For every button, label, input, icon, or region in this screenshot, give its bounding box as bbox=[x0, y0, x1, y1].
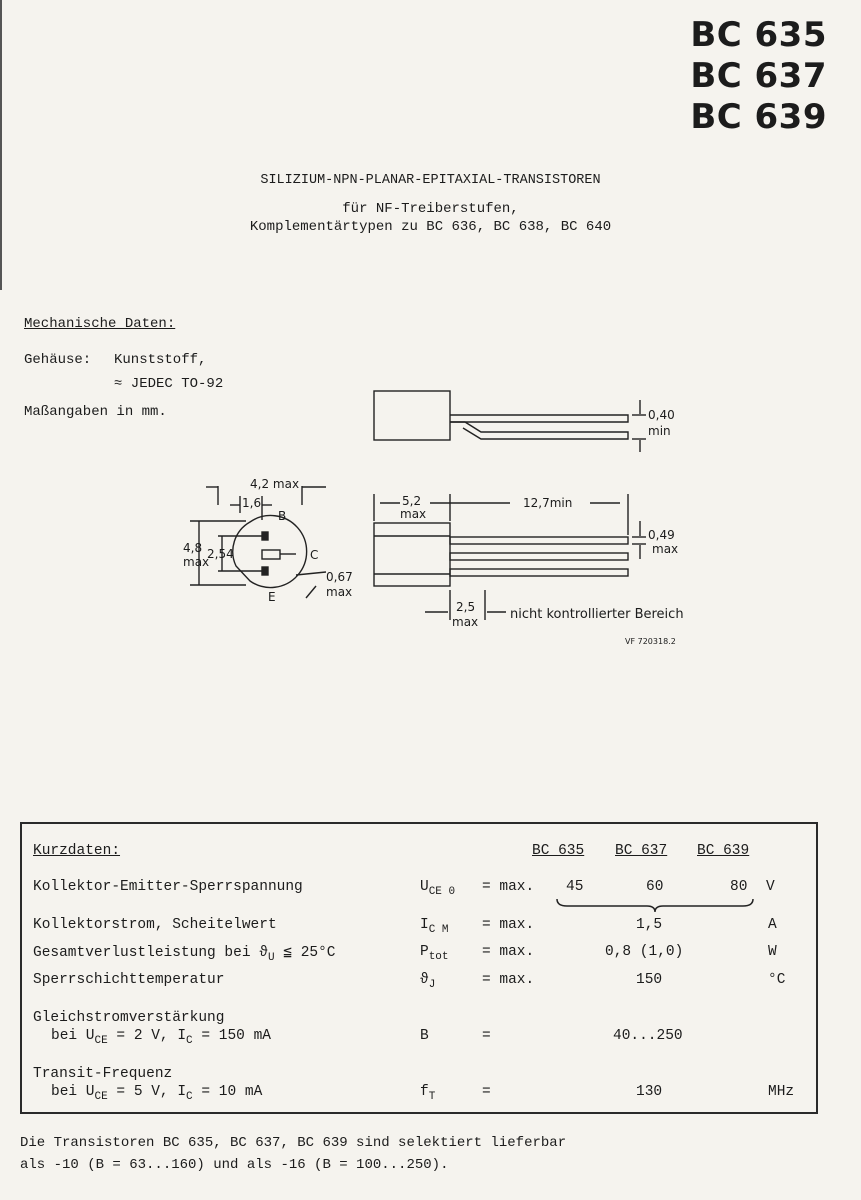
top-view-lead-1 bbox=[450, 537, 628, 544]
intro-line-1: SILIZIUM-NPN-PLANAR-EPITAXIAL-TRANSISTOREN bbox=[260, 173, 601, 188]
row-ptot-label: Gesamtverlustleistung bei $ϑ_U$ ≦ 25°C bbox=[33, 945, 336, 964]
row-ft-rel: = bbox=[482, 1084, 491, 1100]
row-icm-label: Kollektorstrom, Scheitelwert bbox=[33, 917, 277, 933]
row-vceo-bc637: 60 bbox=[646, 879, 664, 895]
row-tj-label: Sperrschichttemperatur bbox=[33, 972, 225, 988]
front-pitch-label: 1,6 bbox=[242, 496, 262, 510]
intro-line-3: Komplementärtypen zu BC 636, BC 638, BC 640 bbox=[249, 219, 612, 235]
row-tj-symbol: $ϑ_J$ bbox=[420, 972, 436, 991]
row-tj-unit: °C bbox=[768, 972, 786, 988]
front-height-label: 4,8 bbox=[183, 541, 203, 555]
row-hfe-value: 40...250 bbox=[613, 1028, 683, 1044]
lead-gap-sub: min bbox=[648, 424, 671, 438]
lead-dia-label: 0,67 bbox=[326, 570, 353, 584]
row-hfe-condition: bei $U_{CE} = 2$ V, $I_C = 150$ mA bbox=[51, 1028, 271, 1047]
row-icm-rel: = max. bbox=[482, 917, 535, 933]
uncontrolled-len-sub: max bbox=[452, 615, 479, 629]
footer-line-1: Die Transistoren BC 635, BC 637, BC 639 sind selektiert lieferbar bbox=[20, 1135, 567, 1151]
front-view-body bbox=[233, 516, 307, 588]
drawing-ref: VF 720318.2 bbox=[625, 637, 676, 646]
type-bc637: BC 637 bbox=[615, 843, 668, 859]
row-hfe-symbol: B bbox=[420, 1028, 429, 1044]
front-spacing-label: 2,54 bbox=[207, 547, 234, 561]
common-value-brace bbox=[555, 897, 755, 913]
row-tj-value: 150 bbox=[636, 972, 663, 988]
model-title-2: BC 637 bbox=[690, 56, 827, 96]
model-title-1: BC 635 bbox=[690, 15, 827, 55]
side-view-lead-upper bbox=[450, 415, 628, 422]
side-view-lead-bent bbox=[450, 422, 628, 439]
front-width-label: 4,2 max bbox=[250, 477, 300, 491]
footer-line-2: als -10 (B = 63...160) und als -16 (B = 100...250). bbox=[20, 1157, 449, 1173]
units-note: Maßangaben in mm. bbox=[24, 404, 167, 420]
row-vceo-unit: V bbox=[766, 879, 775, 895]
row-vceo-symbol: $U_{CE 0}$ bbox=[420, 879, 456, 898]
jedec-label: ≈ JEDEC TO-92 bbox=[114, 376, 224, 392]
pin-c-label: C bbox=[310, 548, 319, 562]
top-view-body bbox=[374, 523, 450, 586]
housing-value: Kunststoff, bbox=[114, 352, 207, 368]
type-bc639: BC 639 bbox=[697, 843, 750, 859]
mech-heading: Mechanische Daten: bbox=[24, 316, 176, 332]
row-vceo-bc639: 80 bbox=[730, 879, 748, 895]
row-ft-value: 130 bbox=[636, 1084, 663, 1100]
lead-thick-label: 0,49 bbox=[648, 528, 675, 542]
front-height-sub: max bbox=[183, 555, 210, 569]
row-vceo-bc635: 45 bbox=[566, 879, 584, 895]
row-icm-value: 1,5 bbox=[636, 917, 663, 933]
pin-b-label: B bbox=[278, 509, 287, 523]
row-ft-condition: bei $U_{CE} = 5$ V, $I_C = 10$ mA bbox=[51, 1084, 263, 1103]
row-ptot-unit: W bbox=[768, 944, 777, 960]
body-len-sub: max bbox=[400, 507, 427, 521]
row-icm-symbol: $I_{C M}$ bbox=[420, 917, 449, 936]
housing-label: Gehäuse: bbox=[24, 352, 92, 368]
top-view-lead-2 bbox=[450, 553, 628, 560]
row-ft-symbol: $f_T$ bbox=[420, 1084, 436, 1103]
row-ft-label: Transit-Frequenz bbox=[33, 1066, 173, 1082]
uncontrolled-len-label: 2,5 bbox=[456, 600, 476, 614]
row-vceo-rel: = max. bbox=[482, 879, 535, 895]
model-title-3: BC 639 bbox=[690, 97, 827, 137]
top-view-lead-3 bbox=[450, 569, 628, 576]
body-len-label: 5,2 bbox=[402, 494, 422, 508]
row-vceo-label: Kollektor-Emitter-Sperrspannung bbox=[33, 879, 303, 895]
uncontrolled-area-label: nicht kontrollierter Bereich bbox=[510, 607, 684, 622]
row-tj-rel: = max. bbox=[482, 972, 535, 988]
row-hfe-label: Gleichstromverstärkung bbox=[33, 1010, 225, 1026]
lead-thick-sub: max bbox=[652, 542, 679, 556]
row-icm-unit: A bbox=[768, 917, 777, 933]
row-hfe-rel: = bbox=[482, 1028, 491, 1044]
row-ptot-value: 0,8 (1,0) bbox=[605, 944, 684, 960]
side-view-body bbox=[374, 391, 450, 440]
row-ft-unit: MHz bbox=[768, 1084, 795, 1100]
lead-gap-value: 0,40 bbox=[648, 408, 675, 422]
intro-line-2: für NF-Treiberstufen, bbox=[342, 201, 519, 217]
lead-len-label: 12,7min bbox=[523, 496, 573, 510]
row-ptot-rel: = max. bbox=[482, 944, 535, 960]
pin-e-label: E bbox=[268, 590, 276, 604]
row-ptot-symbol: $P_{tot}$ bbox=[420, 944, 449, 963]
type-bc635: BC 635 bbox=[532, 843, 585, 859]
lead-dia-sub: max bbox=[326, 585, 353, 599]
summary-heading: Kurzdaten: bbox=[33, 843, 121, 859]
